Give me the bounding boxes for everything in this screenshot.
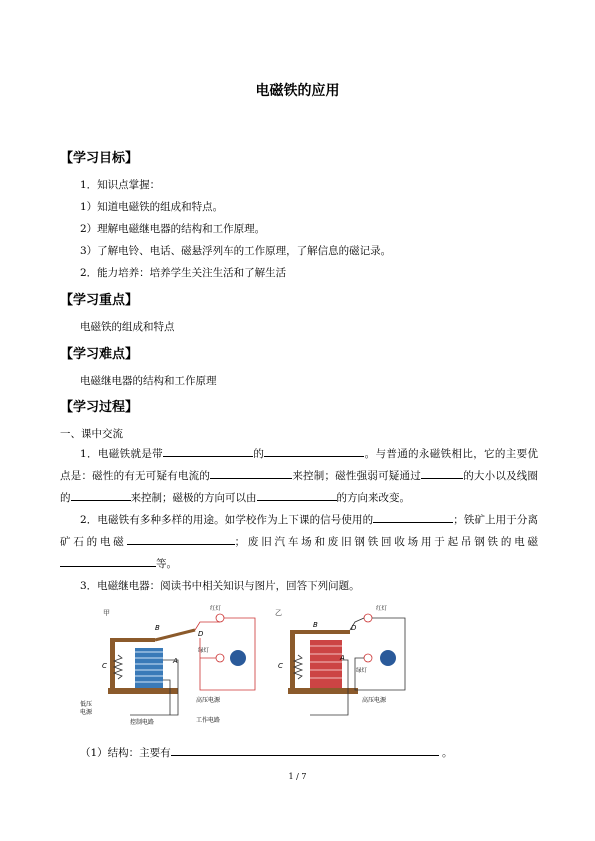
question-4: （1）结构：主要有 。 bbox=[80, 744, 453, 760]
process-subheading: 一、课中交流 bbox=[60, 428, 123, 440]
figure-tag: 乙 bbox=[275, 609, 282, 617]
blank[interactable] bbox=[421, 467, 463, 479]
spring bbox=[294, 655, 302, 679]
goal-line: 1）知道电磁铁的组成和特点。 bbox=[80, 201, 224, 213]
label-a: A bbox=[173, 657, 178, 665]
label-red-lamp: 红灯 bbox=[210, 606, 222, 612]
label-d: D bbox=[198, 630, 204, 638]
relay-diagram-left bbox=[80, 604, 255, 726]
page-number: 1 / 7 bbox=[288, 772, 307, 781]
key-point-text: 电磁铁的组成和特点 bbox=[80, 321, 175, 333]
base-plate bbox=[288, 688, 358, 694]
goal-line: 2）理解电磁继电器的结构和工作原理。 bbox=[80, 223, 266, 235]
label-green-lamp: 绿灯 bbox=[198, 648, 210, 654]
label-work-circuit: 工作电路 bbox=[196, 717, 221, 724]
work-circuit-wire bbox=[195, 618, 255, 690]
blank[interactable] bbox=[60, 555, 156, 567]
base-plate bbox=[108, 688, 178, 694]
figure-tag: 甲 bbox=[103, 609, 110, 617]
section-heading-goals: 【学习目标】 bbox=[60, 151, 139, 166]
lever-arm bbox=[155, 630, 195, 640]
red-lamp bbox=[364, 614, 372, 622]
section-heading-key: 【学习重点】 bbox=[60, 293, 139, 308]
label-low-voltage: 低压 bbox=[80, 701, 93, 708]
green-lamp bbox=[216, 654, 224, 662]
section-heading-process: 【学习过程】 bbox=[60, 400, 139, 415]
label-high-voltage: 高压电源 bbox=[196, 697, 221, 704]
green-lamp bbox=[364, 654, 372, 662]
label-d: D bbox=[351, 624, 357, 632]
question-3: 3．电磁继电器：阅读书中相关知识与图片，回答下列问题。 bbox=[80, 580, 360, 592]
label-high-voltage: 高压电源 bbox=[362, 697, 387, 704]
blank[interactable] bbox=[127, 533, 235, 545]
armature bbox=[290, 630, 350, 634]
label-control-circuit: 控制电路 bbox=[130, 719, 155, 726]
goal-line: 3）了解电铃、电话、磁悬浮列车的工作原理，了解信息的磁记录。 bbox=[80, 245, 392, 257]
section-heading-difficult: 【学习难点】 bbox=[60, 347, 139, 362]
label-b: B bbox=[313, 621, 318, 629]
relay-circuit-figure bbox=[70, 600, 470, 730]
blank[interactable] bbox=[163, 445, 253, 457]
support-post bbox=[290, 630, 295, 690]
label-a: A bbox=[340, 654, 345, 662]
blank[interactable] bbox=[171, 744, 439, 756]
difficult-point-text: 电磁继电器的结构和工作原理 bbox=[80, 375, 217, 387]
work-circuit-wire bbox=[350, 618, 405, 690]
blank[interactable] bbox=[71, 489, 131, 501]
relay-diagram-right bbox=[275, 604, 405, 715]
goal-line: 2．能力培养：培养学生关注生活和了解生活 bbox=[80, 267, 287, 279]
question-1: 1．电磁铁就是带 的 。与普通的永磁铁相比，它的主要优点是：磁性的有无可疑有电流的 来控制；磁性强弱可疑通过 的大小以及线圈的 来控制；磁极的方向可以由 的方向来改变。 bbox=[60, 443, 538, 509]
blank[interactable] bbox=[373, 511, 453, 523]
blank[interactable] bbox=[264, 445, 364, 457]
label-c: C bbox=[102, 662, 107, 670]
label-c: C bbox=[278, 662, 283, 670]
question-2: 2．电磁铁有多种多样的用途。如学校作为上下课的信号使用的 ；铁矿上用于分离矿石的电磁 ；废旧汽车场和废旧钢铁回收场用于起吊钢铁的电磁等。 bbox=[60, 509, 538, 575]
red-lamp bbox=[216, 614, 224, 622]
label-green-lamp: 绿灯 bbox=[356, 668, 368, 674]
blank[interactable] bbox=[210, 467, 292, 479]
motor bbox=[230, 650, 246, 666]
label-low-voltage-source: 电源 bbox=[80, 709, 93, 716]
page-title: 电磁铁的应用 bbox=[255, 83, 340, 99]
blank[interactable] bbox=[257, 489, 337, 501]
label-b: B bbox=[155, 624, 160, 632]
motor bbox=[380, 650, 396, 666]
coil bbox=[310, 640, 342, 688]
goal-line: 1．知识点掌握： bbox=[80, 179, 161, 191]
label-red-lamp: 红灯 bbox=[376, 606, 388, 612]
support-post bbox=[110, 640, 115, 690]
spring bbox=[114, 655, 122, 679]
armature bbox=[110, 638, 155, 642]
